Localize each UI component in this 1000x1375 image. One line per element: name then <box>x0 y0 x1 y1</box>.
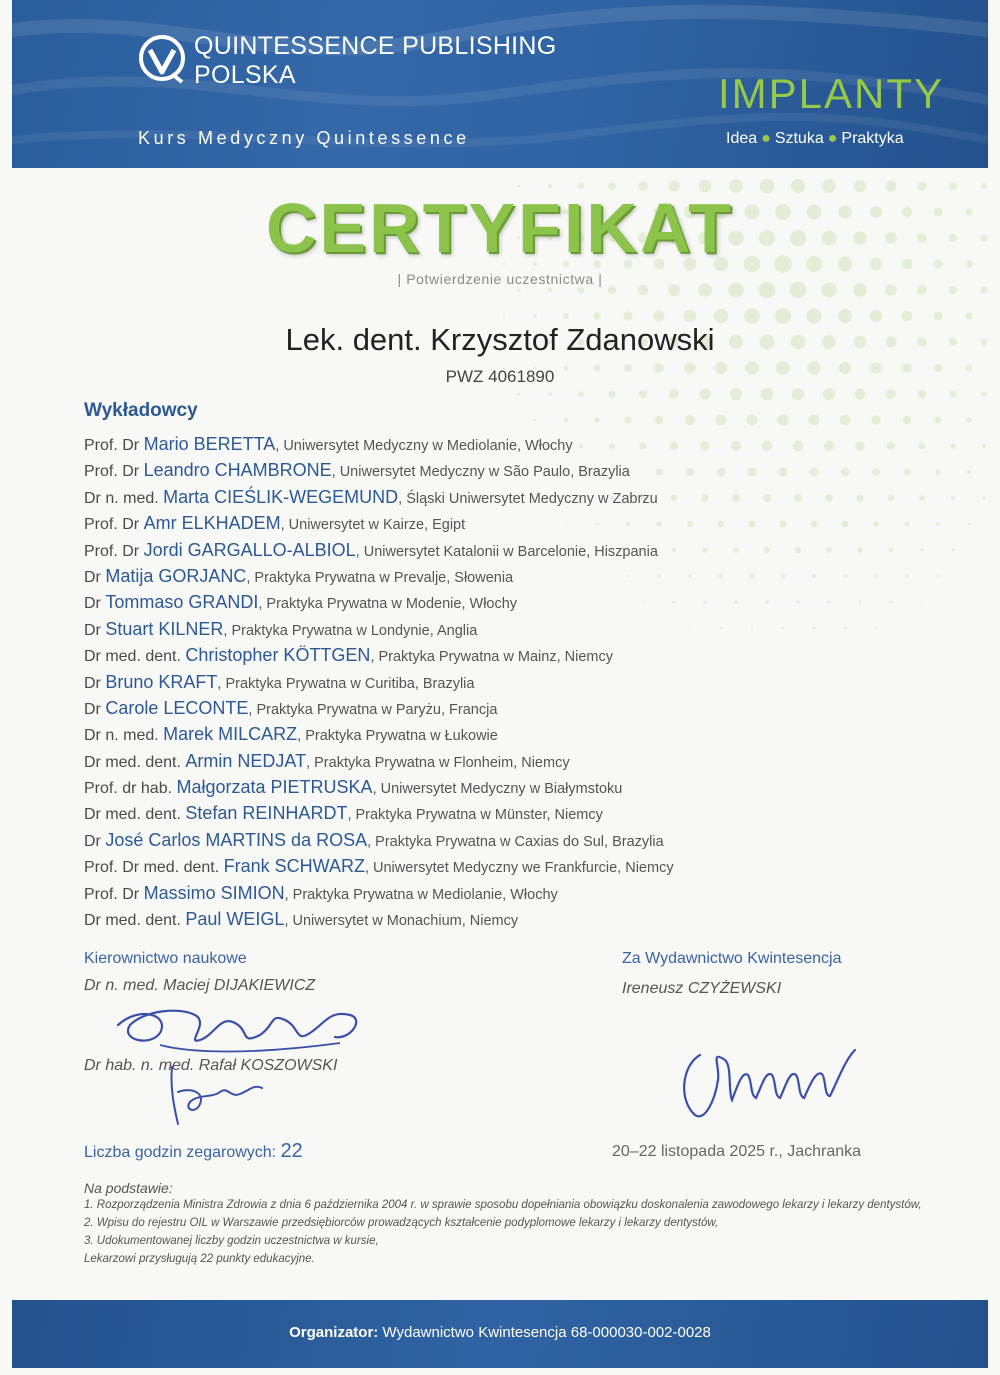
lecturer-name: Matija GORJANC <box>105 565 247 586</box>
lecturer-name: Stuart KILNER <box>105 618 224 639</box>
lecturer-row <box>84 696 924 722</box>
organizer-label: Organizator: <box>289 1324 379 1341</box>
lecturer-row <box>84 432 924 458</box>
lecturer-title: Dr <box>84 700 101 718</box>
lecturer-row <box>84 881 924 907</box>
lecturer-affiliation: , Praktyka Prywatna w Münster, Niemcy <box>347 807 603 824</box>
course-name: Kurs Medyczny Quintessence <box>138 128 470 148</box>
lecturer-row <box>84 617 924 643</box>
lecturer-affiliation: , Praktyka Prywatna w Prevalje, Słowenia <box>246 569 514 586</box>
bullet-icon: ● <box>827 130 838 147</box>
legal-basis-item: 2. Wpisu do rejestru OIL w Warszawie przedsiębiorców prowadzących kształcenie podyplomowe lekarzy i lekarzy dentystów, <box>84 1217 719 1229</box>
lecturer-affiliation: , Praktyka Prywatna w Paryżu, Francja <box>248 701 498 718</box>
lecturer-affiliation: , Uniwersytet Katalonii w Barcelonie, Hiszpania <box>355 543 658 560</box>
lecturer-affiliation: , Praktyka Prywatna w Modenie, Włochy <box>258 596 518 613</box>
lecturer-row <box>84 643 924 669</box>
tagline-idea: Idea <box>726 130 758 147</box>
lecturer-title: Prof. Dr med. dent. <box>84 859 220 877</box>
lecturer-title: Dr med. dent. <box>84 648 181 666</box>
publisher-label: Za Wydawnictwo Kwintesencja <box>622 950 842 967</box>
lecturer-row <box>84 564 924 590</box>
lecturer-name: Massimo SIMION <box>143 882 285 903</box>
lecturer-row <box>84 590 924 616</box>
lecturer-title: Dr <box>84 568 101 586</box>
lecturer-title: Prof. Dr <box>84 542 140 560</box>
lecturer-name: Stefan REINHARDT <box>185 803 348 824</box>
clock-hours <box>84 1140 303 1163</box>
lecturer-name: Mario BERETTA <box>143 434 276 454</box>
lecturer-row <box>84 854 924 880</box>
lecturer-row <box>84 801 924 827</box>
organizer-line <box>12 1324 988 1341</box>
hours-label: Liczba godzin zegarowych: <box>84 1144 277 1161</box>
lecturer-affiliation: , Praktyka Prywatna w Łukowie <box>297 728 498 745</box>
lecturer-row <box>84 828 924 854</box>
lecturer-name: Tommaso GRANDI <box>105 592 259 613</box>
lecturer-affiliation: , Praktyka Prywatna w Caxias do Sul, Brazylia <box>367 833 664 850</box>
recipient-name: Lek. dent. Krzysztof Zdanowski <box>285 322 715 357</box>
lecturer-title: Dr <box>84 621 101 639</box>
legal-basis-item: 3. Udokumentowanej liczby godzin uczestnictwa w kursie, <box>84 1235 379 1247</box>
lecturer-name: Jordi GARGALLO-ALBIOL <box>143 539 356 560</box>
tagline-praktyka: Praktyka <box>841 130 904 147</box>
lecturer-row <box>84 485 924 511</box>
certificate-title: CERTYFIKAT <box>265 189 735 267</box>
lecturer-name: Marta CIEŚLIK-WEGEMUND <box>163 486 399 507</box>
lecturer-title: Dr med. dent. <box>84 753 181 771</box>
lecturer-name: Bruno KRAFT <box>105 671 218 692</box>
hours-value: 22 <box>280 1140 303 1162</box>
brand-country: POLSKA <box>194 61 296 89</box>
lecturer-name: Christopher KÖTTGEN <box>185 645 371 666</box>
lecturer-affiliation: , Uniwersytet Medyczny we Frankfurcie, Niemcy <box>364 860 674 877</box>
lecturer-name: Amr ELKHADEM <box>143 513 281 534</box>
lecturer-affiliation: , Uniwersytet Medyczny w São Paulo, Brazylia <box>331 464 630 481</box>
recipient-pwz: PWZ 4061890 <box>445 367 555 386</box>
lecturer-title: Prof. Dr <box>84 885 140 903</box>
lecturer-affiliation: , Praktyka Prywatna w Mainz, Niemcy <box>370 649 613 666</box>
lecturer-affiliation: , Uniwersytet w Kairze, Egipt <box>280 517 466 534</box>
lecturer-affiliation: , Praktyka Prywatna w Londynie, Anglia <box>223 622 478 639</box>
lecturers-list <box>84 432 924 933</box>
signatory-dijakiewicz: Dr n. med. Maciej DIJAKIEWICZ <box>84 977 316 994</box>
handwritten-signature-koszowski <box>150 1062 280 1132</box>
lecturer-row <box>84 538 924 564</box>
lecturer-row <box>84 749 924 775</box>
lecturer-affiliation: , Uniwersytet Medyczny w Mediolanie, Włochy <box>275 438 573 454</box>
lecturer-affiliation: , Praktyka Prywatna w Mediolanie, Włochy <box>284 886 558 903</box>
lecturer-title: Prof. Dr <box>84 463 140 481</box>
lecturer-title: Prof. Dr <box>84 516 140 534</box>
lecturer-row <box>84 775 924 801</box>
lecturer-title: Dr <box>84 832 101 850</box>
footer-band <box>12 1300 988 1368</box>
lecturer-affiliation: , Śląski Uniwersytet Medyczny w Zabrzu <box>398 490 658 507</box>
lecturer-name: Armin NEDJAT <box>185 750 307 771</box>
lecturer-name: José Carlos MARTINS da ROSA <box>105 829 368 850</box>
lecturer-row <box>84 722 924 748</box>
program-badge <box>712 70 945 152</box>
lecturer-name: Frank SCHWARZ <box>223 856 365 877</box>
signatory-koszowski: Dr hab. n. med. Rafał KOSZOWSKI <box>84 1057 338 1074</box>
brand-name: QUINTESSENCE PUBLISHING <box>194 32 557 60</box>
handwritten-signature-dijakiewicz <box>100 985 370 1065</box>
scientific-management-label: Kierownictwo naukowe <box>84 950 247 967</box>
legal-basis-item: 1. Rozporządzenia Ministra Zdrowia z dnia 6 października 2004 r. w sprawie sposobu dopełniania obowiązku doskonalenia zawodowego lekarzy i lekarzy dentystów, <box>84 1199 922 1211</box>
lecturer-affiliation: , Praktyka Prywatna w Curitiba, Brazylia <box>217 675 475 692</box>
lecturer-title: Prof. Dr <box>84 437 140 454</box>
lecturer-row <box>84 670 924 696</box>
program-title: IMPLANTY <box>718 70 945 117</box>
lecturer-name: Paul WEIGL <box>185 909 285 930</box>
lecturer-affiliation: , Uniwersytet w Monachium, Niemcy <box>284 913 519 930</box>
lecturer-name: Marek MILCARZ <box>163 724 298 745</box>
tagline-sztuka: Sztuka <box>774 130 824 147</box>
legal-basis <box>84 1180 934 1270</box>
lecturer-name: Carole LECONTE <box>105 697 249 718</box>
lecturer-affiliation: , Uniwersytet Medyczny w Białymstoku <box>372 781 623 798</box>
lecturer-row <box>84 511 924 537</box>
signatory-czyzewski: Ireneusz CZYŻEWSKI <box>622 980 782 997</box>
bullet-icon: ● <box>761 130 771 147</box>
lecturer-row <box>84 907 924 933</box>
lecturer-title: Dr n. med. <box>84 489 159 507</box>
handwritten-signature-czyzewski <box>670 1030 880 1130</box>
date-and-place: 20–22 listopada 2025 r., Jachranka <box>612 1143 862 1160</box>
lecturer-title: Dr med. dent. <box>84 806 181 824</box>
certificate-subtitle: | Potwierdzenie uczestnictwa | <box>397 271 603 287</box>
program-tagline <box>726 130 904 148</box>
lecturer-title: Dr <box>84 674 101 692</box>
lecturer-affiliation: , Praktyka Prywatna w Flonheim, Niemcy <box>306 754 570 771</box>
legal-basis-heading: Na podstawie: <box>84 1180 173 1196</box>
lecturer-name: Małgorzata PIETRUSKA <box>176 777 373 798</box>
quintessence-logo-icon <box>134 30 190 86</box>
organizer-value: Wydawnictwo Kwintesencja 68-000030-002-0028 <box>382 1324 711 1341</box>
header-band <box>12 0 988 168</box>
lecturer-row <box>84 458 924 484</box>
lecturer-title: Dr med. dent. <box>84 912 181 930</box>
lecturer-title: Dr <box>84 595 101 613</box>
lecturers-heading: Wykładowcy <box>84 400 198 421</box>
lecturer-title: Prof. dr hab. <box>84 780 173 798</box>
education-points-note: Lekarzowi przysługują 22 punkty edukacyjne. <box>84 1253 315 1265</box>
lecturer-title: Dr n. med. <box>84 727 159 745</box>
lecturer-name: Leandro CHAMBRONE <box>143 460 332 481</box>
